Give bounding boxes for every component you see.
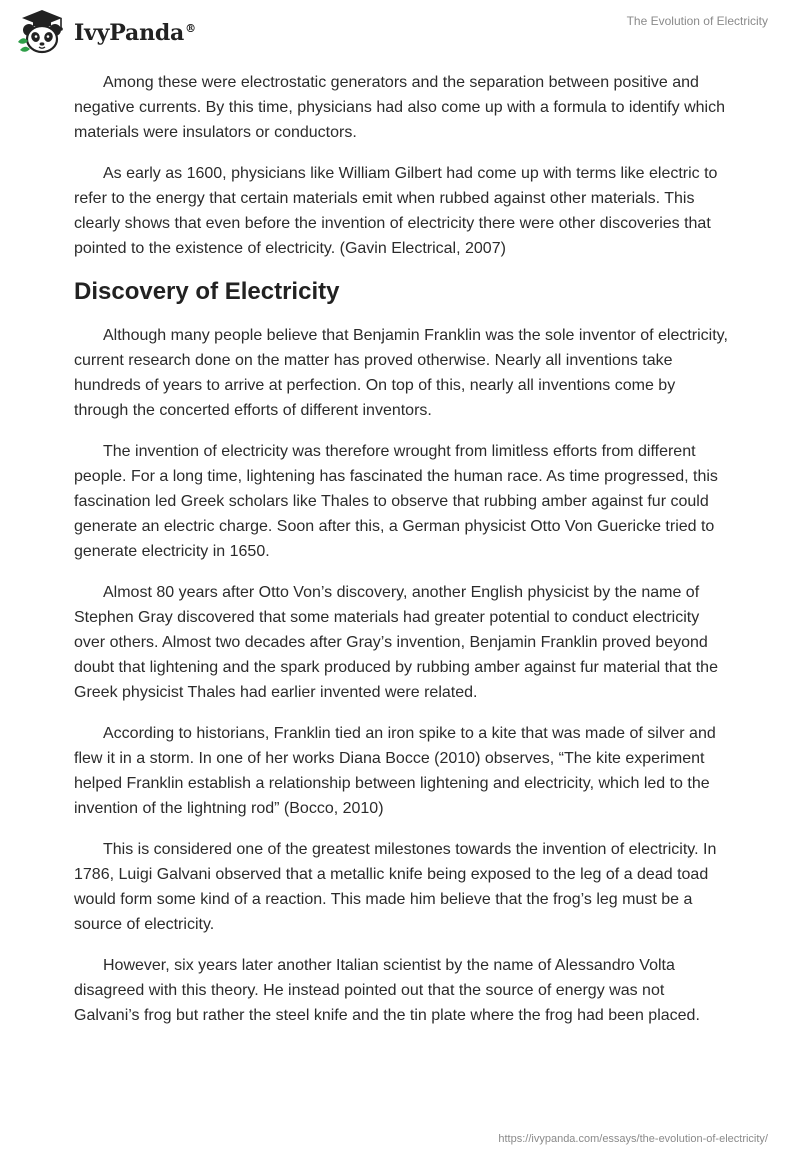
section-paragraph-1: Although many people believe that Benjamin Franklin was the sole inventor of electricity, current research done on the matter has proved otherwise. Nearly all inventions take hundreds of years to arrive at perfection. On top of this, nearly all inventions come by through the concerted efforts of different inventors. <box>74 327 728 419</box>
intro-paragraph-2: As early as 1600, physicians like William Gilbert had come up with terms like electric to refer to the energy that certain materials emit when rubbed against other materials. This clearly shows that even before the invention of electricity there were other discoveries that pointed to the existence of electricity. (Gavin Electrical, 2007) <box>74 165 718 257</box>
ivypanda-logo[interactable] <box>14 8 196 56</box>
section-paragraph-3: Almost 80 years after Otto Von’s discovery, another English physicist by the name of Stephen Gray discovered that some materials had greater potential to conduct electricity over others. Almost two decades after Gray’s invention, Benjamin Franklin proved beyond doubt that lightening and the spark produced by rubbing amber against fur material that the Greek physicist Thales had earlier invented were related. <box>74 584 718 701</box>
page-header <box>0 0 800 62</box>
document-title: The Evolution of Electricity <box>626 14 768 28</box>
section-paragraph-5: This is considered one of the greatest milestones towards the invention of electricity. In 1786, Luigi Galvani observed that a metallic knife being exposed to the leg of a dead toad would form some kind of a reaction. This made him believe that the frog’s leg must be a source of electricity. <box>74 841 717 933</box>
panda-graduate-icon <box>14 8 70 56</box>
section-heading: Discovery of Electricity <box>74 278 340 305</box>
brand-name: IvyPanda® <box>74 20 196 46</box>
registered-mark: ® <box>185 21 196 35</box>
section-paragraph-2: The invention of electricity was therefore wrought from limitless efforts from different people. For a long time, lightening has fascinated the human race. As time progressed, this fascination led Greek scholars like Thales to observe that rubbing amber against fur could generate an electric charge. Soon after this, a German physicist Otto Von Guericke tried to generate electricity in 1650. <box>74 443 718 560</box>
intro-paragraph-1: Among these were electrostatic generators and the separation between positive and negative currents. By this time, physicians had also come up with a formula to identify which materials were insulators or conductors. <box>74 74 725 141</box>
section-paragraph-4: According to historians, Franklin tied an iron spike to a kite that was made of silver and flew it in a storm. In one of her works Diana Bocce (2010) observes, “The kite experiment helped Franklin establish a relationship between lightening and electricity, which led to the invention of the lightning rod” (Bocco, 2010) <box>74 725 716 817</box>
source-url-link[interactable]: https://ivypanda.com/essays/the-evolution-of-electricity/ <box>498 1133 768 1145</box>
section-paragraph-6: However, six years later another Italian scientist by the name of Alessandro Volta disagreed with this theory. He instead pointed out that the source of energy was not Galvani’s frog but rather the steel knife and the tin plate where the frog had been placed. <box>74 957 700 1024</box>
essay-body <box>74 70 730 1044</box>
